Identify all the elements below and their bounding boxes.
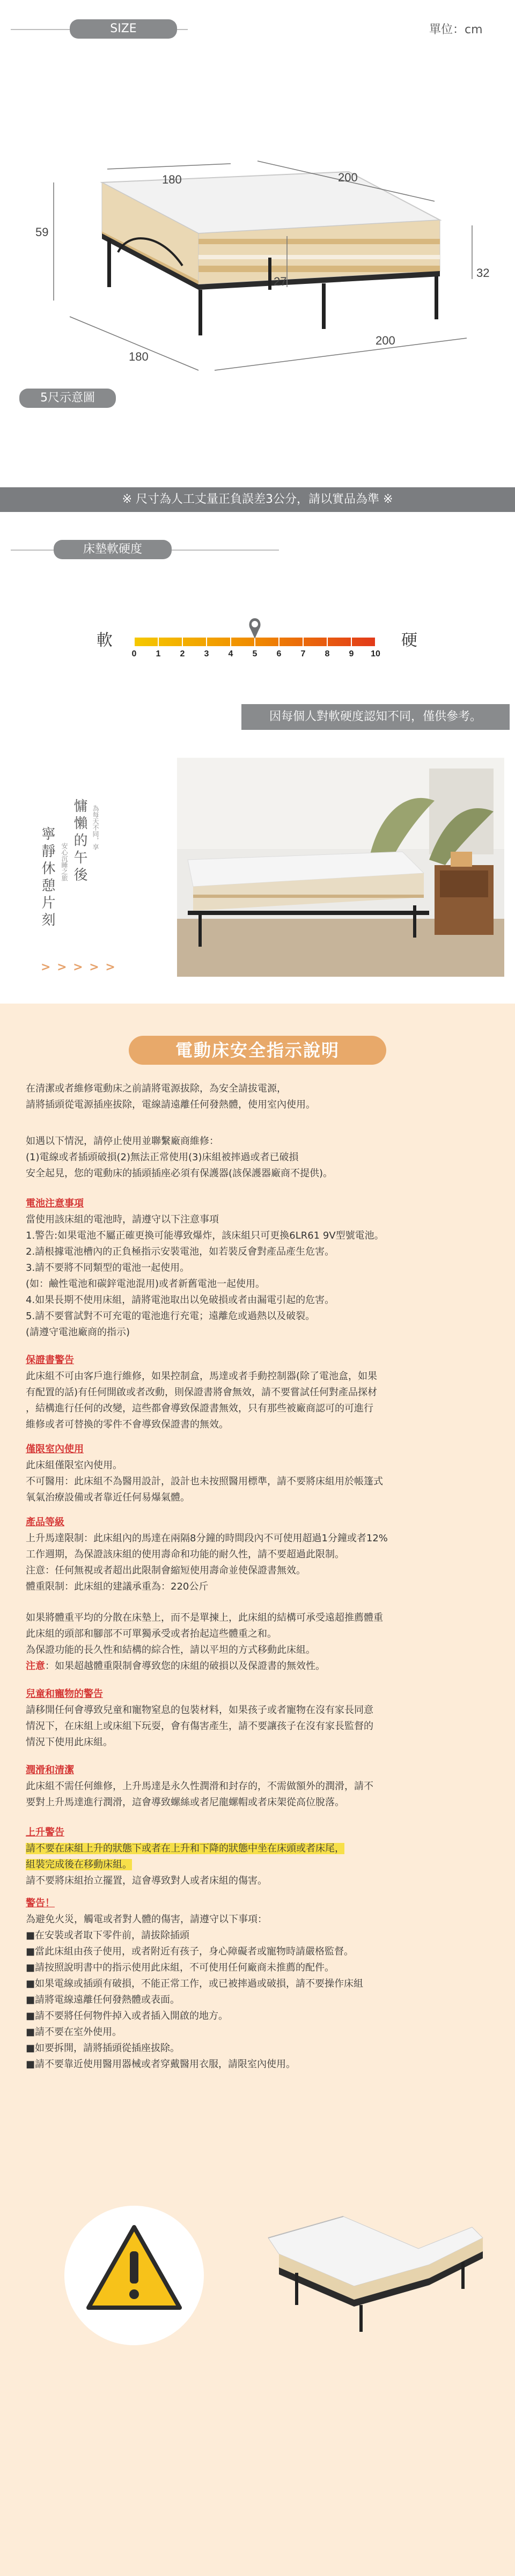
warn-line: ■請不要將任何物件掉入或者插入開啟的地方。 — [26, 2010, 229, 2022]
warn-line: ■請不要靠近使用醫用器械或者穿戴醫用衣服，請限室內使用。 — [26, 2059, 296, 2070]
firmness-tick-label: 0 — [131, 649, 137, 658]
battery-line: 4.如果長期不使用床組，請將電池取出以免破損或者由漏電引起的危害。 — [26, 1294, 335, 1306]
warn-heading: 警告！ — [26, 1898, 55, 1909]
bedroom-photo — [177, 758, 504, 977]
children-heading: 兒童和寵物的警告 — [26, 1688, 103, 1700]
battery-line: 1.警告:如果電池不屬正確更換可能導致爆炸，該床組只可更換6LR61 9V型號電池。 — [26, 1230, 384, 1241]
lift-highlight-2: 組裝完成後在移動床組。 — [26, 1859, 132, 1870]
rating-line: 體重限制：此床組的建議承重為：220公斤 — [26, 1581, 209, 1592]
warranty-line: 維修或者可替換的零件不會導致保證書的無效。 — [26, 1419, 229, 1430]
indoor-line: 此床組僅限室內使用。 — [26, 1460, 122, 1471]
failure-line: 安全起見，您的電動床的插頭插座必須有保護器(該保護器廠商不提供)。 — [26, 1168, 333, 1179]
battery-line: 5.請不要嘗試對不可充電的電池進行充電；遠離危或過熱以及破裂。 — [26, 1311, 315, 1322]
size-title: SIZE — [70, 19, 177, 39]
weight-line: 如果將體重平均的分散在床墊上，而不是單揀上，此床組的結構可承受遠超推薦體重 — [26, 1612, 383, 1623]
weight-note: ：如果超越體重限制會導致您的床組的破損以及保證書的無效性。 — [45, 1660, 325, 1672]
bed-size-diagram — [21, 140, 504, 386]
battery-heading: 電池注意事項 — [26, 1198, 84, 1209]
safety-title: 電動床安全指示說明 — [129, 1036, 386, 1065]
poem-small-2: 安心沉睡之旅 — [61, 843, 68, 881]
rating-line: 上升馬達限制：此床組內的馬達在兩隔8分鐘的時間段內不可使用超過1分鐘或者12% — [26, 1533, 388, 1544]
lift-block — [26, 1825, 498, 1889]
rating-line: 注意：任何無視或者超出此限制會縮短使用壽命並使保證書無效。 — [26, 1565, 306, 1576]
warranty-line: 有配置的話)有任何開啟或者改動，則保證書將會無效，請不要嘗試任何對產品探材 — [26, 1387, 378, 1398]
poem-line-2: 寧靜休憩片刻 — [39, 826, 55, 930]
indoor-block — [26, 1441, 498, 1506]
battery-line: 2.請根據電池槽內的正負極指示安裝電池，如若裝反會對產品產生危害。 — [26, 1246, 335, 1257]
firmness-title: 床墊軟硬度 — [54, 540, 172, 559]
intro-line: 在清潔或者維修電動床之前請將電源拔除，為安全請拔電源， — [26, 1083, 286, 1094]
size-notice-bar: ※ 尺寸為人工丈量正負誤差3公分，請以實品為準 ※ — [0, 487, 515, 512]
firmness-tick-label: 3 — [204, 649, 209, 658]
failure-line: 如遇以下情況，請停止使用並聯繫廠商維修： — [26, 1136, 219, 1147]
firmness-tick-label: 4 — [228, 649, 233, 658]
weight-note-label: 注意 — [26, 1660, 45, 1672]
mattress-width-label: 180 — [162, 173, 182, 186]
base-width-label: 180 — [129, 350, 149, 363]
intro-line: 請將插頭從電源插座拔除，電線請遠離任何發熱體，使用室內使用。 — [26, 1099, 315, 1110]
firmness-tick-label: 6 — [276, 649, 282, 658]
firmness-tick-label: 9 — [349, 649, 354, 658]
battery-line: (請遵守電池廠商的指示) — [26, 1327, 130, 1338]
unit-label: 單位：cm — [429, 23, 483, 36]
lift-heading: 上升警告 — [26, 1827, 64, 1838]
rating-heading: 產品等級 — [26, 1517, 64, 1528]
children-block — [26, 1686, 498, 1751]
warn-line: ■在安裝或者取下零件前，請拔除插頭 — [26, 1930, 190, 1941]
weight-line: 為保證功能的長久性和結構的綜合性，請以平坦的方式移動此床組。 — [26, 1644, 315, 1656]
weight-block — [26, 1610, 498, 1674]
failure-block — [26, 1133, 498, 1182]
firmness-tick-label: 7 — [300, 649, 306, 658]
lube-line: 要對上升馬達進行潤滑，這會導致螺絲或者尼龍螺帽或者床架從高位脫落。 — [26, 1797, 344, 1808]
firmness-marker-icon — [249, 618, 261, 639]
battery-line: 3.請不要將不同類型的電池一起使用。 — [26, 1262, 190, 1274]
lift-highlight-1: 請不要在床組上升的狀態下或者在上升和下降的狀態中坐在床頭或者床尾， — [26, 1843, 344, 1854]
lifestyle-text-panel — [0, 751, 177, 993]
warn-line: ■當此床組由孩子使用，或者附近有孩子，身心障礙者或寵物時請嚴格監督。 — [26, 1946, 354, 1957]
warranty-line: ，結構進行任何的改變，這些都會導致保證書無效，只有那些被廠商認可的可進行 — [26, 1403, 373, 1414]
warn-line: ■如果電線或插頭有破損，不能正常工作，或已被摔過或破損，請不要操作床組 — [26, 1978, 364, 1989]
height-total-label: 59 — [35, 225, 49, 239]
lube-block — [26, 1762, 498, 1811]
indoor-line: 氧氣治療設備或者靠近任何易爆氣體。 — [26, 1492, 190, 1503]
warn-line: 為避免火災，觸電或者對人體的傷害，請遵守以下事項： — [26, 1914, 267, 1925]
firmness-tick-label: 5 — [252, 649, 258, 658]
lube-heading: 潤滑和清潔 — [26, 1765, 74, 1776]
firmness-tick-label: 10 — [371, 649, 380, 658]
lube-line: 此床組不需任何維修，上升馬達是永久性潤滑和封存的，不需做額外的潤滑，請不 — [26, 1781, 373, 1792]
warning-illustration — [43, 2125, 494, 2351]
children-line: 請移開任何會導致兒童和寵物窒息的包裝材料，如果孩子或者寵物在沒有家長同意 — [26, 1704, 373, 1716]
children-line: 情況下，在床組上或床組下玩耍，會有傷害產生，請不要讓孩子在沒有家長監督的 — [26, 1721, 373, 1732]
arrows-decoration: > > > > > — [41, 961, 116, 974]
firmness-tick-labels — [123, 649, 392, 665]
warranty-line: 此床組不可由客戶進行維修，如果控制盒，馬達或者手動控制器(除了電池盒，如果 — [26, 1371, 378, 1382]
poem-line-1: 慵懶的午後 — [71, 799, 87, 884]
indoor-line: 不可醫用：此床組不為醫用設計，設計也未按照醫用標準，請不要將床組用於帳篷式 — [26, 1476, 383, 1487]
frame-height-label: 32 — [476, 266, 490, 280]
hard-label: 硬 — [401, 631, 417, 650]
rating-block — [26, 1514, 498, 1595]
warn-line: ■請按照說明書中的指示使用此床組，不可使用任何廠商未推薦的配件。 — [26, 1962, 335, 1973]
mattress-thickness-label: 27 — [274, 275, 287, 288]
warn-block — [26, 1896, 498, 2073]
firmness-tick-label: 2 — [180, 649, 185, 658]
mattress-length-label: 200 — [338, 171, 358, 184]
warn-line: ■如要拆開，請將插頭從插座拔除。 — [26, 2043, 180, 2054]
diagram-caption: 5尺示意圖 — [19, 389, 116, 408]
battery-line: 當使用該床組的電池時，請遵守以下注意事項 — [26, 1214, 219, 1225]
firmness-note: 因每個人對軟硬度認知不同，僅供參考。 — [241, 704, 510, 730]
battery-block — [26, 1196, 498, 1341]
lift-plain: 請不要將床組抬立擺置，這會導致對人或者床組的傷害。 — [26, 1875, 267, 1886]
battery-line: (如：鹼性電池和碳鋅電池混用)或者新舊電池一起使用。 — [26, 1278, 266, 1290]
firmness-tick-label: 1 — [156, 649, 161, 658]
warn-line: ■請將電線遠離任何發熱體或表面。 — [26, 1994, 180, 2006]
warranty-block — [26, 1352, 498, 1433]
poem-small-1: 為每天不同，享 — [92, 805, 99, 850]
safety-intro — [26, 1081, 498, 1113]
rating-line: 工作週期，為保證該床組的使用壽命和功能的耐久性，請不要超過此限制。 — [26, 1549, 344, 1560]
soft-label: 軟 — [97, 631, 113, 650]
firmness-tick-label: 8 — [325, 649, 330, 658]
warn-line: ■請不要在室外使用。 — [26, 2026, 122, 2038]
children-line: 情況下使用此床組。 — [26, 1737, 113, 1748]
indoor-heading: 僅限室內使用 — [26, 1444, 84, 1455]
weight-line: 此床組的頭部和腳部不可單獨承受或者抬起這些體重之和。 — [26, 1628, 277, 1640]
base-length-label: 200 — [376, 334, 395, 347]
warranty-heading: 保證書警告 — [26, 1355, 74, 1366]
failure-line: (1)電線或者插頭破損(2)無法正常使用(3)床組被摔過或者已破損 — [26, 1152, 299, 1163]
